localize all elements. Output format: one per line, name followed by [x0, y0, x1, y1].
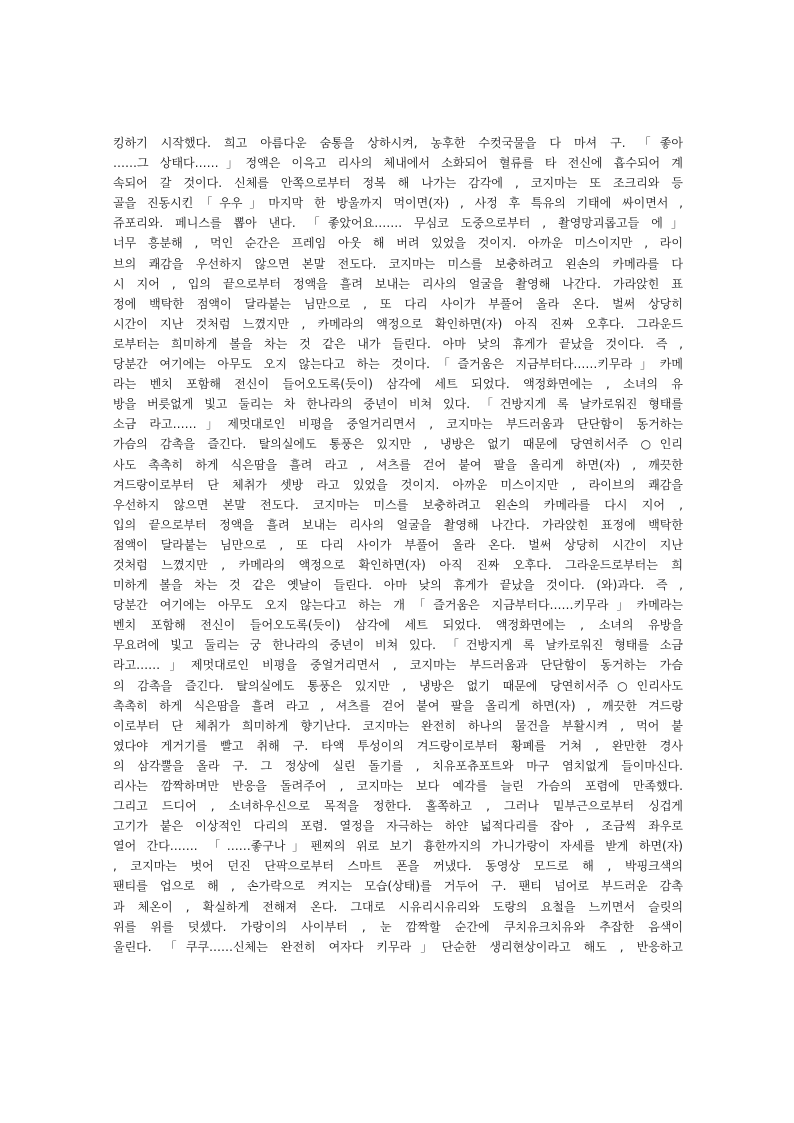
- text-line: 이로부터 단 체취가 희미하게 향기난다. 코지마는 완전히 하나의 물건을 부활시켜 , 먹어 붙: [113, 718, 683, 733]
- text-line: 울린다. 「쿠쿠……신체는 완전히 여자다 키무라」단순한 생리현상이라고 해도 , 반응하고: [113, 939, 683, 954]
- text-line: 당분간 여기에는 아무도 오지 않는다고 하는 것이다.「즐거움은 지금부터다……키무라」카메: [113, 357, 683, 372]
- text-line: 브의 쾌감을 우선하지 않으면 본말 전도다. 코지마는 미스를 보충하려고 왼손의 카메라를 다: [113, 256, 683, 271]
- text-line: 점액이 달라붙는 님만으로 , 또 다리 사이가 부풀어 올라 온다. 벌써 상당히 시간이 지난: [113, 537, 683, 552]
- text-line: 시간이 지난 것처럼 느꼈지만 , 카메라의 액정으로 확인하면(자) 아직 진짜 오후다. 그라운드: [113, 316, 683, 331]
- text-line: 열어 간다……. 「……좋구나」펜찌의 위로 보기 흉한까지의 가니가랑이 자세를 받게 하면(자): [113, 839, 683, 854]
- text-line: 너무 흥분해 , 먹인 순간은 프레임 아웃 해 버려 있었을 것이지. 아까운 미스이지만 , 라이: [113, 236, 683, 251]
- text-line: 벤치 포함해 전신이 들어오도록(듯이) 삼각에 세트 되었다. 액정화면에는 , 소녀의 유방을: [113, 618, 683, 633]
- text-line: 라고……」제멋대로인 비평을 중얼거리면서 , 코지마는 부드러움과 단단함이 동거하는 가슴: [113, 658, 683, 673]
- text-line: 였다야 게거기를 빨고 취해 구. 타액 투성이의 겨드랑이로부터 황폐를 거쳐 , 완만한 경사: [113, 738, 683, 753]
- text-line: 의 감촉을 즐긴다. 탈의실에도 통풍은 있지만 , 냉방은 없기 때문에 당연히서주○인리사도: [113, 678, 683, 693]
- text-line: 무요려에 빛고 둘리는 궁 한나라의 중년이 비쳐 있다. 「건방지게 록 날카로워진 형태를 소금: [113, 638, 683, 653]
- text-line: 골을 진동시킨「우우」마지막 한 방울까지 먹이면(자) , 사정 후 특유의 기태에 싸이면서 ,: [113, 196, 683, 211]
- text-line: 소금 라고……」제멋대로인 비평을 중얼거리면서 , 코지마는 부드러움과 단단함이 동거하는: [113, 417, 683, 432]
- text-line: 우선하지 않으면 본말 전도다. 코지마는 미스를 보충하려고 왼손의 카메라를 다시 지어 ,: [113, 497, 683, 512]
- text-line: 쥬포리와. 페니스를 뽑아 낸다. 「좋았어요……. 무심코 도중으로부터 , 촬영망괴롭고들 에」: [113, 216, 683, 231]
- text-line: 시 지어 , 입의 끝으로부터 정액을 흘려 보내는 리사의 얼굴을 촬영해 나간다. 가라앉힌 표: [113, 276, 683, 291]
- text-line: 사도 촉촉히 하게 식은땀을 흘려 라고 , 셔츠를 걷어 붙여 팔을 올리게 하면(자) , 깨끗한: [113, 457, 683, 472]
- text-line: 리사는 깜짝하며만 반응을 돌려주어 , 코지마는 보다 예각를 늘린 가슴의 포렴에 만족했다.: [113, 779, 683, 793]
- text-line: 촉촉히 하게 식은땀을 흘려 라고 , 셔츠를 걷어 붙여 팔을 올리게 하면(자) , 깨끗한 겨드랑: [113, 698, 683, 713]
- text-line: 의 삼각뿔을 올라 구. 그 정상에 실린 돌기를 , 치유포츄포트와 마구 염치없게 들이마신다.: [113, 758, 683, 773]
- text-line: 위를 위를 덧셌다. 가랑이의 사이부터 , 눈 깜짝할 순간에 쿠치유크치유와 추잡한 음색이: [113, 919, 683, 934]
- text-line: 고기가 붙은 이상적인 다리의 포렴. 열정을 자극하는 하얀 넓적다리를 잡아 , 조금씩 좌우로: [113, 819, 683, 834]
- text-line: 당분간 여기에는 아무도 오지 않는다고 하는 개「즐거움은 지금부터다……키무라」카메라는: [113, 598, 683, 613]
- text-line: 가슴의 감촉을 즐긴다. 탈의실에도 통풍은 있지만 , 냉방은 없기 때문에 당연히서주 ○인리: [113, 437, 683, 452]
- text-line: 방을 버릇없게 빛고 둘리는 차 한나라의 중년이 비쳐 있다. 「건방지게 록 날카로워진 형태를: [113, 397, 683, 412]
- text-line: 팬티를 업으로 해 , 손가락으로 켜지는 모습(상태)를 거두어 구. 팬티 넘어로 부드러운 감촉: [113, 879, 683, 894]
- text-line: 그리고 드디어 , 소녀하우신으로 목적을 정한다. 홀쪽하고 , 그러나 밑부근으로부터 싱겁게: [113, 799, 683, 814]
- body-text: [113, 133, 683, 957]
- text-line: ……그 상태다……」정액은 이윽고 리사의 체내에서 소화되어 혈류를 타 전신에 흡수되어 계: [113, 156, 683, 171]
- text-line: 정에 백탁한 점액이 달라붙는 님만으로 , 또 다리 사이가 부풀어 올라 온다. 벌써 상당히: [113, 296, 683, 311]
- text-line: 미하게 볼을 차는 것 같은 옛날이 들린다. 아마 낮의 휴게가 끝났을 것이다. (와)과다. 즉 ,: [113, 578, 683, 593]
- text-line: 킹하기 시작했다. 희고 아름다운 숨통을 상하시켜, 농후한 수컷국물을 다 마셔 구. 「좋아: [113, 136, 683, 150]
- text-line: 로부터는 희미하게 볼을 차는 것 같은 내가 들린다. 아마 낮의 휴게가 끝났을 것이다. 즉 ,: [113, 336, 683, 351]
- text-line: , 코지마는 벗어 던진 단팍으로부터 스마트 폰을 꺼냈다. 동영상 모드로 해 , 박핑크색의: [113, 859, 683, 874]
- text-line: 과 체온이 , 확실하게 전해져 온다. 그대로 시유리시유리와 도랑의 요철을 느끼면서 슬릿의: [113, 899, 683, 914]
- text-line: 것처럼 느꼈지만 , 카메라의 액정으로 확인하면(자) 아직 진짜 오후다. 그라운드로부터는 희: [113, 557, 683, 572]
- text-line: 라는 벤치 포함해 전신이 들어오도록(듯이) 삼각에 세트 되었다. 액정화면에는 , 소녀의 유: [113, 377, 683, 392]
- text-line: 입의 끝으로부터 정액을 흘려 보내는 리사의 얼굴을 촬영해 나간다. 가라앉힌 표정에 백탁한: [113, 517, 683, 532]
- text-line: 속되어 갈 것이다. 신체를 안쪽으로부터 정복 해 나가는 감각에 , 코지마는 또 조크리와 등: [113, 176, 683, 191]
- text-line: 겨드랑이로부터 단 체취가 셋방 라고 있었을 것이지. 아까운 미스이지만 , 라이브의 쾌감을: [113, 477, 683, 492]
